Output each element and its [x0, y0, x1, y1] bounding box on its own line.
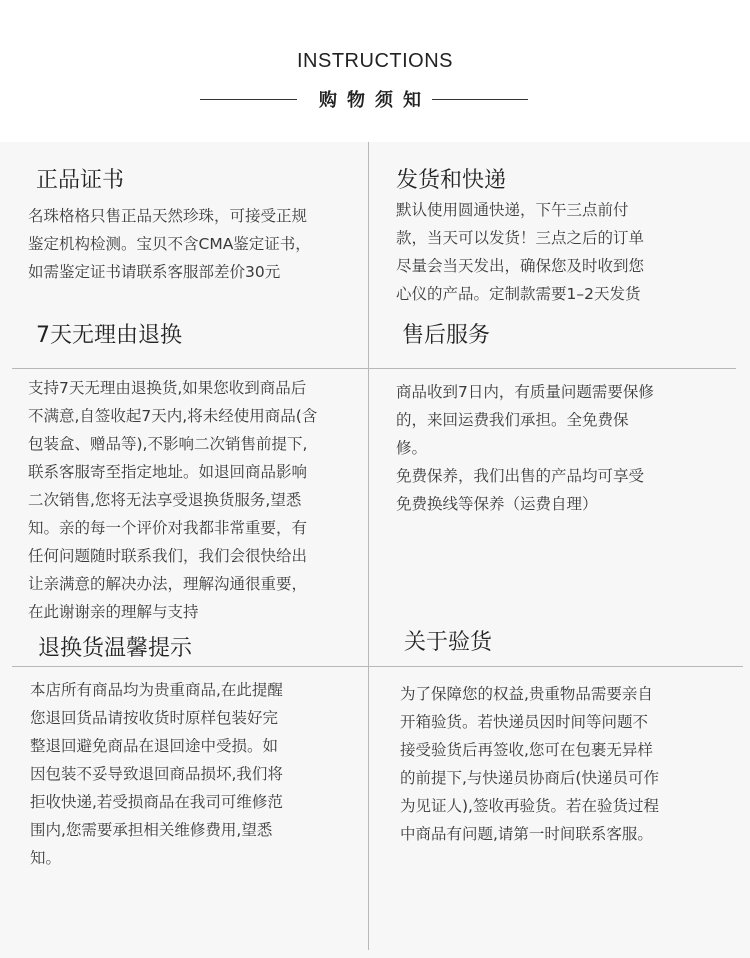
- returns-line: 支持7天无理由退换货,如果您收到商品后: [28, 379, 307, 397]
- certificate-line: 鉴定机构检测。宝贝不含CMA鉴定证书，: [28, 235, 311, 253]
- returns-line: 二次销售,您将无法享受退换货服务,望悉: [28, 491, 302, 509]
- returns-line: 包装盒、赠品等),不影响二次销售前提下,: [28, 435, 308, 453]
- exchange-tips-line: 因包装不妥导致退回商品损坏,我们将: [30, 765, 283, 783]
- exchange-tips-title: 退换货温馨提示: [38, 636, 193, 661]
- after-sales-line: 免费换线等保养（运费自理）: [396, 495, 598, 513]
- certificate-title: 正品证书: [36, 168, 125, 193]
- after-sales-line: 免费保养，我们出售的产品均可享受: [396, 467, 645, 485]
- inspection-line: 接受验货后再签收,您可在包裹无异样: [400, 741, 653, 759]
- column-divider: [368, 142, 369, 950]
- title-rule-right: [432, 99, 528, 100]
- returns-title: 7天无理由退换: [36, 323, 182, 348]
- shipping-line: 尽量会当天发出，确保您及时收到您: [396, 257, 645, 275]
- page-header: [0, 0, 750, 142]
- certificate-text: [28, 202, 311, 286]
- exchange-tips-line: 拒收快递,若受损商品在我司可维修范: [30, 793, 283, 811]
- after-sales-line: 的，来回运费我们承担。全免费保: [396, 411, 629, 429]
- returns-text: [28, 374, 317, 626]
- exchange-tips-line: 本店所有商品均为贵重商品,在此提醒: [30, 681, 283, 699]
- inspection-text: [400, 680, 659, 848]
- inspection-line: 为了保障您的权益,贵重物品需要亲自: [400, 685, 653, 703]
- shipping-line: 默认使用圆通快递，下午三点前付: [396, 201, 629, 219]
- shipping-text: [396, 196, 644, 308]
- chinese-title: 购物须知: [319, 90, 431, 111]
- returns-line: 让亲满意的解决办法，理解沟通很重要，: [28, 575, 308, 593]
- exchange-tips-line: 整退回避免商品在退回途中受损。如: [30, 737, 279, 755]
- certificate-line: 名珠格格只售正品天然珍珠，可接受正规: [28, 207, 308, 225]
- row-divider-right-1: [369, 368, 736, 369]
- inspection-line: 中商品有问题,请第一时间联系客服。: [400, 825, 653, 843]
- returns-line: 任何问题随时联系我们，我们会很快给出: [28, 547, 308, 565]
- shipping-title: 发货和快递: [396, 168, 507, 193]
- exchange-tips-line: 知。: [30, 849, 62, 867]
- row-divider-right-2: [369, 666, 743, 667]
- returns-line: 不满意,自签收起7天内,将未经使用商品(含: [28, 407, 318, 425]
- row-divider-left-2: [12, 666, 368, 667]
- after-sales-text: [396, 378, 654, 518]
- returns-line: 在此谢谢亲的理解与支持: [28, 603, 199, 621]
- exchange-tips-line: 围内,您需要承担相关维修费用,望悉: [30, 821, 273, 839]
- inspection-title: 关于验货: [404, 630, 493, 655]
- returns-line: 知。亲的每一个评价对我都非常重要，有: [28, 519, 308, 537]
- certificate-line: 如需鉴定证书请联系客服部差价30元: [28, 263, 281, 281]
- english-title: INSTRUCTIONS: [297, 50, 453, 72]
- shipping-line: 心仪的产品。定制款需要1–2天发货: [396, 285, 641, 303]
- after-sales-line: 商品收到7日内，有质量问题需要保修: [396, 383, 654, 401]
- inspection-line: 的前提下,与快递员协商后(快递员可作: [400, 769, 659, 787]
- inspection-line: 开箱验货。若快递员因时间等问题不: [400, 713, 649, 731]
- after-sales-line: 修。: [396, 439, 428, 457]
- exchange-tips-line: 您退回货品请按收货时原样包装好完: [30, 709, 279, 727]
- shipping-line: 款，当天可以发货！三点之后的订单: [396, 229, 645, 247]
- inspection-line: 为见证人),签收再验货。若在验货过程: [400, 797, 659, 815]
- after-sales-title: 售后服务: [402, 323, 491, 348]
- row-divider-left-1: [12, 368, 368, 369]
- exchange-tips-text: [30, 676, 283, 872]
- returns-line: 联系客服寄至指定地址。如退回商品影响: [28, 463, 308, 481]
